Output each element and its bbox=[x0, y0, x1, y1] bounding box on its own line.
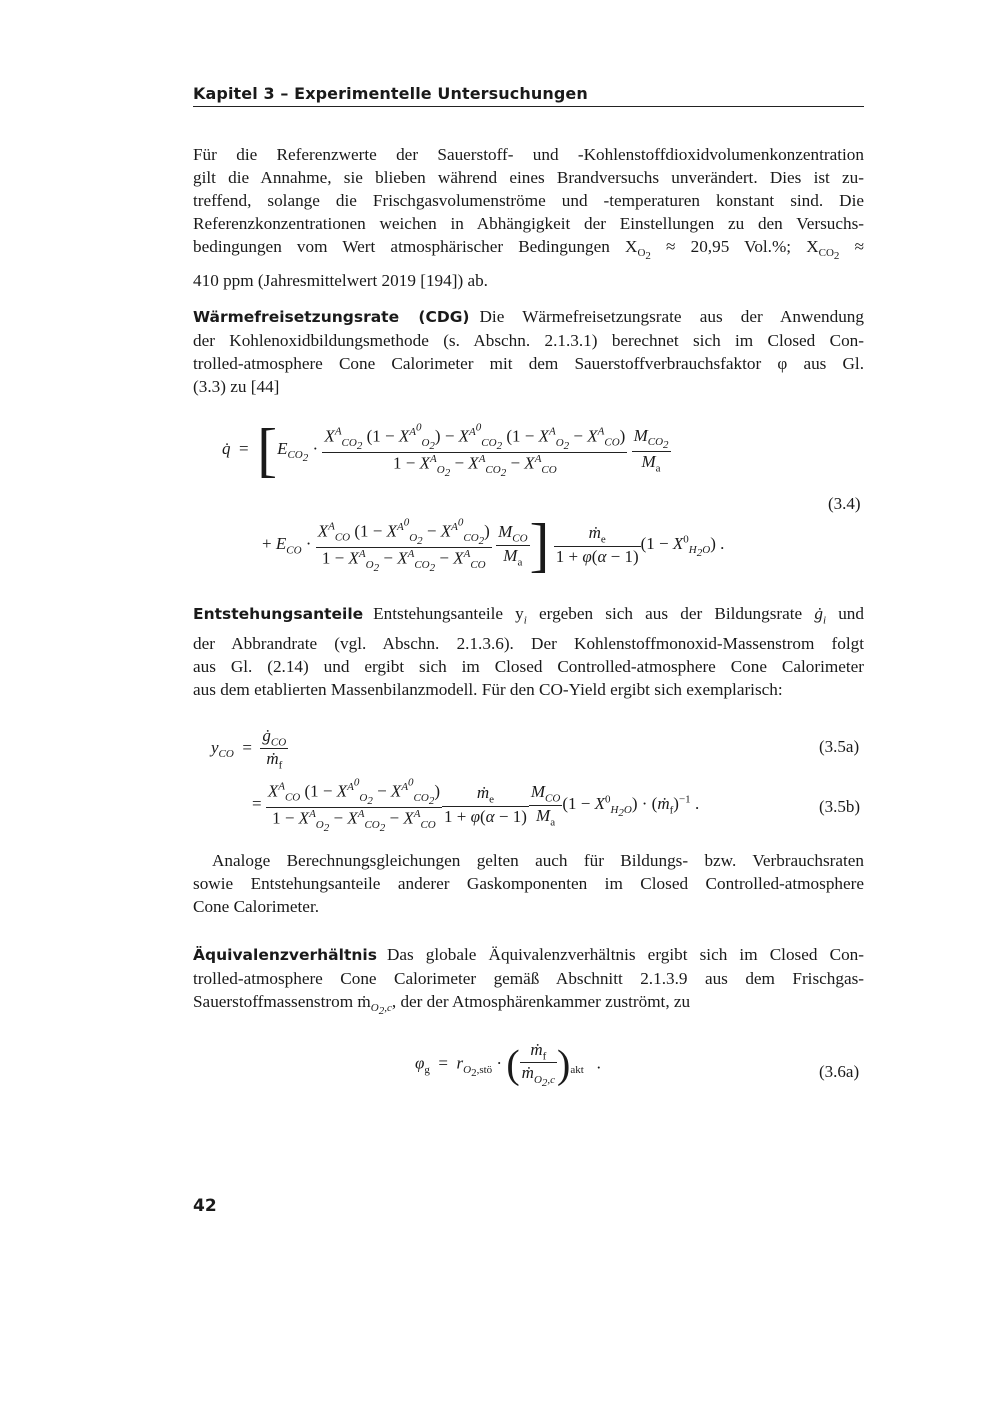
equation-3-5b: = $\frac{X^A_{CO} (1 - X^{A^0}_{O_2} - X^{A^0}_{CO_2})}{1 - X^A_{O_2} - X^A_{CO_2} - X^A_{CO}}$ $\frac{ṁ_e}{1 + \varphi(\alpha - 1)}$ $\frac{M_{CO}}{M_a}$ $(1 - X^0_{H_2O})$ · (ṁ$_f$)$^{-1}$ . bbox=[252, 776, 700, 835]
equation-number-3-5a: (3.5a) bbox=[819, 737, 860, 756]
intro-paragraph bbox=[193, 143, 864, 292]
analog-paragraph: Analoge Berechnungsgleichungen gelten auch für Bildungs- bzw. Verbrauchsraten sowie Entstehungsanteile anderer Gaskomponenten im Closed Controlled-atmosphere Cone Calorimeter. bbox=[193, 851, 864, 916]
intro-line: bedingungen vom Wert atmosphärischer Bedingungen $X_{O_2} \approx 20,95$ Vol.%; $X_{CO_2}$ ≈ bbox=[193, 237, 865, 263]
equation-3-6a: $\varphi_g = r_{O_2,stö}$ · ( $\frac{ṁ_f}{ṁ_{O_2,c}}$ )$_{akt}$ . bbox=[415, 1040, 601, 1089]
equation-3-4-line2: + $E_{CO}$ · $\frac{X^A_{CO} (1 - X^{A^0}_{O_2} - X^{A^0}_{CO_2})}{1 - X^A_{O_2} - X^A_{CO_2} - X^A_{CO}}$ $\frac{M_{CO}}{M_a}$ ] $\frac{ṁ_e}{1 + \varphi(\alpha - 1)}$ $(1 - X^0_{H_2O})$ . bbox=[262, 512, 725, 578]
intro-line: gilt die Annahme, sie blieben während eines Brandversuchs unverändert. Dies ist zu- bbox=[193, 168, 864, 187]
aequivalenz-paragraph: Äquivalenzverhältnis Das globale Äquivalenzverhältnis ergibt sich im Closed Con- trolled-atmosphere Cone Calorimeter gemäß Abschnitt 2.1.3.9 aus dem Frischgas- Sauerstoffmassenstrom ṁ$_{O_2,c}$, der der Atmosphärenkammer zuströmt, zu bbox=[193, 945, 864, 1018]
equation-3-4-line1: q̇ = [$E_{CO_2}$ · $\frac{X^A_{CO_2} (1 - X^{A^0}_{O_2}) - X^{A^0}_{CO_2} (1 - X^A_{O_2} - X^A_{CO})}{1 - X^A_{O_2} - X^A_{CO_2} - X^A_{CO}}$ $\frac{M_{CO_2}}{M_a}$ bbox=[222, 417, 669, 483]
equation-3-5a: $y_{CO}$ = $\frac{ġ_{CO}}{ṁ_f}$ bbox=[211, 726, 287, 772]
intro-line: treffend, solange die Frischgasvolumenströme und -temperaturen konstant sind. Die bbox=[193, 191, 864, 210]
running-header: Kapitel 3 – Experimentelle Untersuchungen bbox=[193, 84, 864, 107]
entstehungsanteile-paragraph: Entstehungsanteile Entstehungsanteile $y_i$ ergeben sich aus der Bildungsrate $ġ_i$ und der Abbrandrate (vgl. Abschn. 2.1.3.6). Der Kohlenstoffmonoxid-Massenstrom folgt aus Gl. (2.14) und ergibt sich im Closed Controlled-atmosphere Cone Calorimeter aus dem etablierten Massenbilanzmodell. Für den CO-Yield ergibt sich exemplarisch: bbox=[193, 604, 864, 700]
equation-number-3-5b: (3.5b) bbox=[819, 797, 861, 816]
entstehungsanteile-heading: Entstehungsanteile bbox=[193, 605, 364, 623]
equation-number-3-6a: (3.6a) bbox=[819, 1062, 860, 1081]
aequivalenz-heading: Äquivalenzverhältnis bbox=[193, 946, 377, 964]
cdg-heading: Wärmefreisetzungsrate (CDG) bbox=[193, 308, 470, 326]
intro-line: 410 ppm (Jahresmittelwert 2019 [194]) ab. bbox=[193, 270, 488, 290]
page-number: 42 bbox=[193, 1196, 217, 1216]
equation-number-3-4: (3.4) bbox=[828, 494, 861, 513]
intro-line: Für die Referenzwerte der Sauerstoff- und -Kohlenstoffdioxidvolumenkonzentration bbox=[193, 145, 864, 164]
intro-line: Referenzkonzentrationen weichen in Abhängigkeit der Einstellungen zu den Versuchs- bbox=[193, 214, 864, 233]
cdg-paragraph: Wärmefreisetzungsrate (CDG) Die Wärmefreisetzungsrate aus der Anwendung der Kohlenoxidbildungsmethode (s. Abschn. 2.1.3.1) berechnet sich im Closed Con- trolled-atmosphere Cone Calorimeter mit dem Sauerstoffverbrauchsfaktor φ aus Gl. (3.3) zu [44] bbox=[193, 307, 864, 396]
